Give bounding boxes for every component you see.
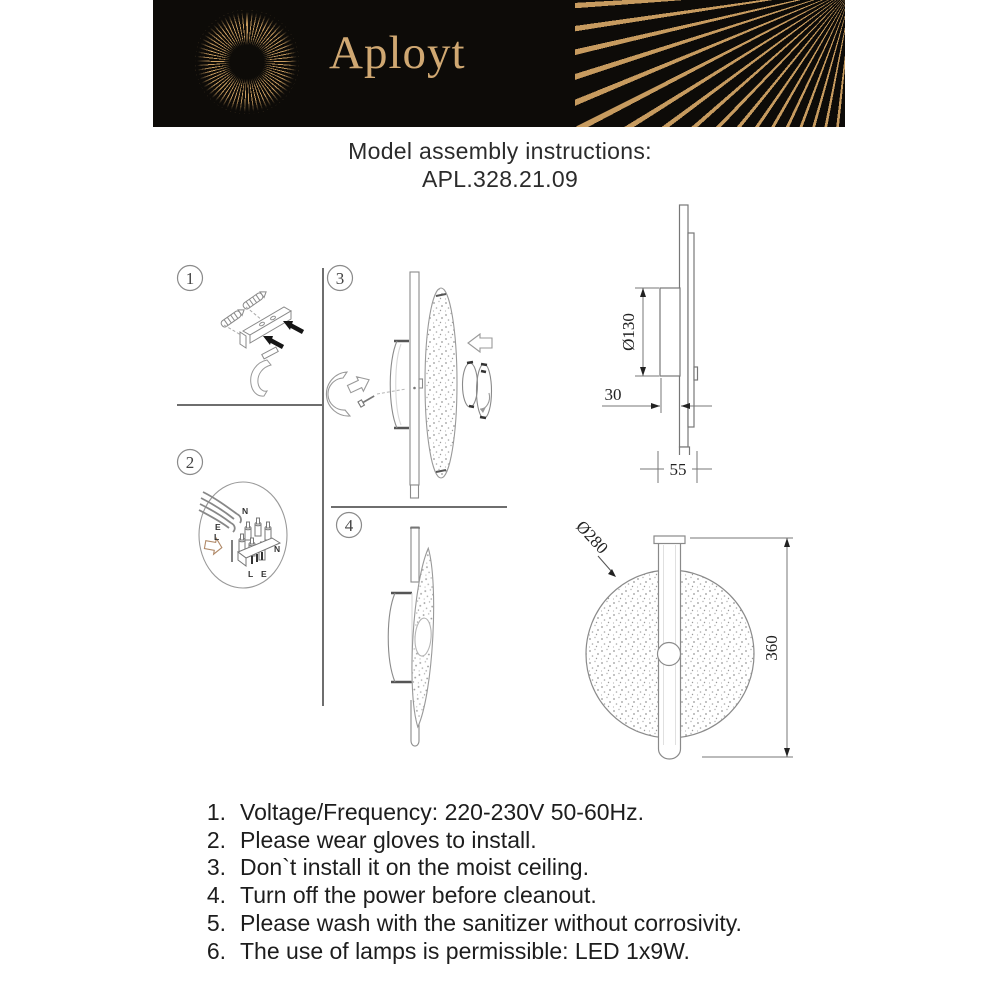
assembly-diagram xyxy=(150,190,850,800)
instruction-text: Voltage/Frequency: 220-230V 50-60Hz. xyxy=(240,799,645,825)
wall-anchor-icon xyxy=(220,307,246,328)
side-view-figure xyxy=(602,205,712,483)
instruction-number: 5. xyxy=(206,909,226,936)
wiring-label-n-top: N xyxy=(242,506,249,516)
wall-anchor-icon xyxy=(242,289,268,310)
step-3-badge xyxy=(328,266,353,291)
panel-dividers xyxy=(177,268,507,706)
figure-step-2-wiring xyxy=(199,482,287,588)
instruction-text: The use of lamps is permissible: LED 1x9W. xyxy=(240,937,690,964)
instruction-item xyxy=(196,910,742,938)
instruction-text: Don`t install it on the moist ceiling. xyxy=(240,854,589,881)
instruction-item xyxy=(196,799,742,827)
figure-step-1-bracket xyxy=(220,289,303,396)
step-2-badge xyxy=(178,450,203,475)
terminal-block-icon xyxy=(232,518,280,566)
rays-decoration-icon xyxy=(575,0,845,127)
dim-housing-diameter: Ø130 xyxy=(619,313,638,351)
locking-ring-icon xyxy=(463,362,492,418)
instruction-number: 3. xyxy=(206,854,226,881)
front-view-figure xyxy=(572,517,793,759)
instruction-item xyxy=(196,827,742,855)
wiring-label-n-right: N xyxy=(274,544,281,554)
instruction-item xyxy=(196,854,742,882)
step-2-number: 2 xyxy=(185,453,195,472)
sunburst-logo-icon xyxy=(195,10,299,114)
instruction-item xyxy=(196,882,742,910)
header-banner xyxy=(153,0,845,127)
step-1-badge xyxy=(178,266,203,291)
instruction-number: 1. xyxy=(206,799,226,825)
wiring-label-l-bottom: L xyxy=(248,569,254,579)
title-block xyxy=(0,137,1000,193)
wiring-label-l-left: L xyxy=(214,532,220,542)
brand-logotype: Aployt xyxy=(329,27,466,79)
dim-total-height: 360 xyxy=(762,635,781,661)
model-number: APL.328.21.09 xyxy=(421,166,579,192)
step-4-badge xyxy=(337,513,362,538)
dim-total-depth: 55 xyxy=(669,460,687,479)
figure-step-4-assembled xyxy=(388,527,439,746)
instruction-number: 2. xyxy=(206,826,226,853)
instruction-text: Turn off the power before cleanout. xyxy=(240,882,597,909)
instruction-number: 6. xyxy=(206,937,226,964)
step-1-number: 1 xyxy=(185,269,195,288)
push-arrow-icon xyxy=(468,334,492,352)
instructions-list xyxy=(196,799,742,965)
screw-icon xyxy=(358,393,376,407)
step-4-number: 4 xyxy=(344,516,354,535)
dim-wall-gap: 30 xyxy=(604,385,622,404)
rotate-clip-icon xyxy=(326,372,350,416)
instruction-item xyxy=(196,938,742,966)
instruction-text: Please wear gloves to install. xyxy=(240,826,537,853)
wiring-label-e-bottom: E xyxy=(261,569,267,579)
figure-step-3-exploded xyxy=(326,272,492,498)
attach-arrow-icon xyxy=(346,373,373,397)
instruction-number: 4. xyxy=(206,882,226,909)
page-title: Model assembly instructions: xyxy=(348,138,652,164)
step-3-number: 3 xyxy=(335,269,345,288)
instruction-text: Please wash with the sanitizer without corrosivity. xyxy=(240,909,742,936)
wiring-label-e-left: E xyxy=(215,522,221,532)
dim-shade-diameter: Ø280 xyxy=(572,516,612,558)
